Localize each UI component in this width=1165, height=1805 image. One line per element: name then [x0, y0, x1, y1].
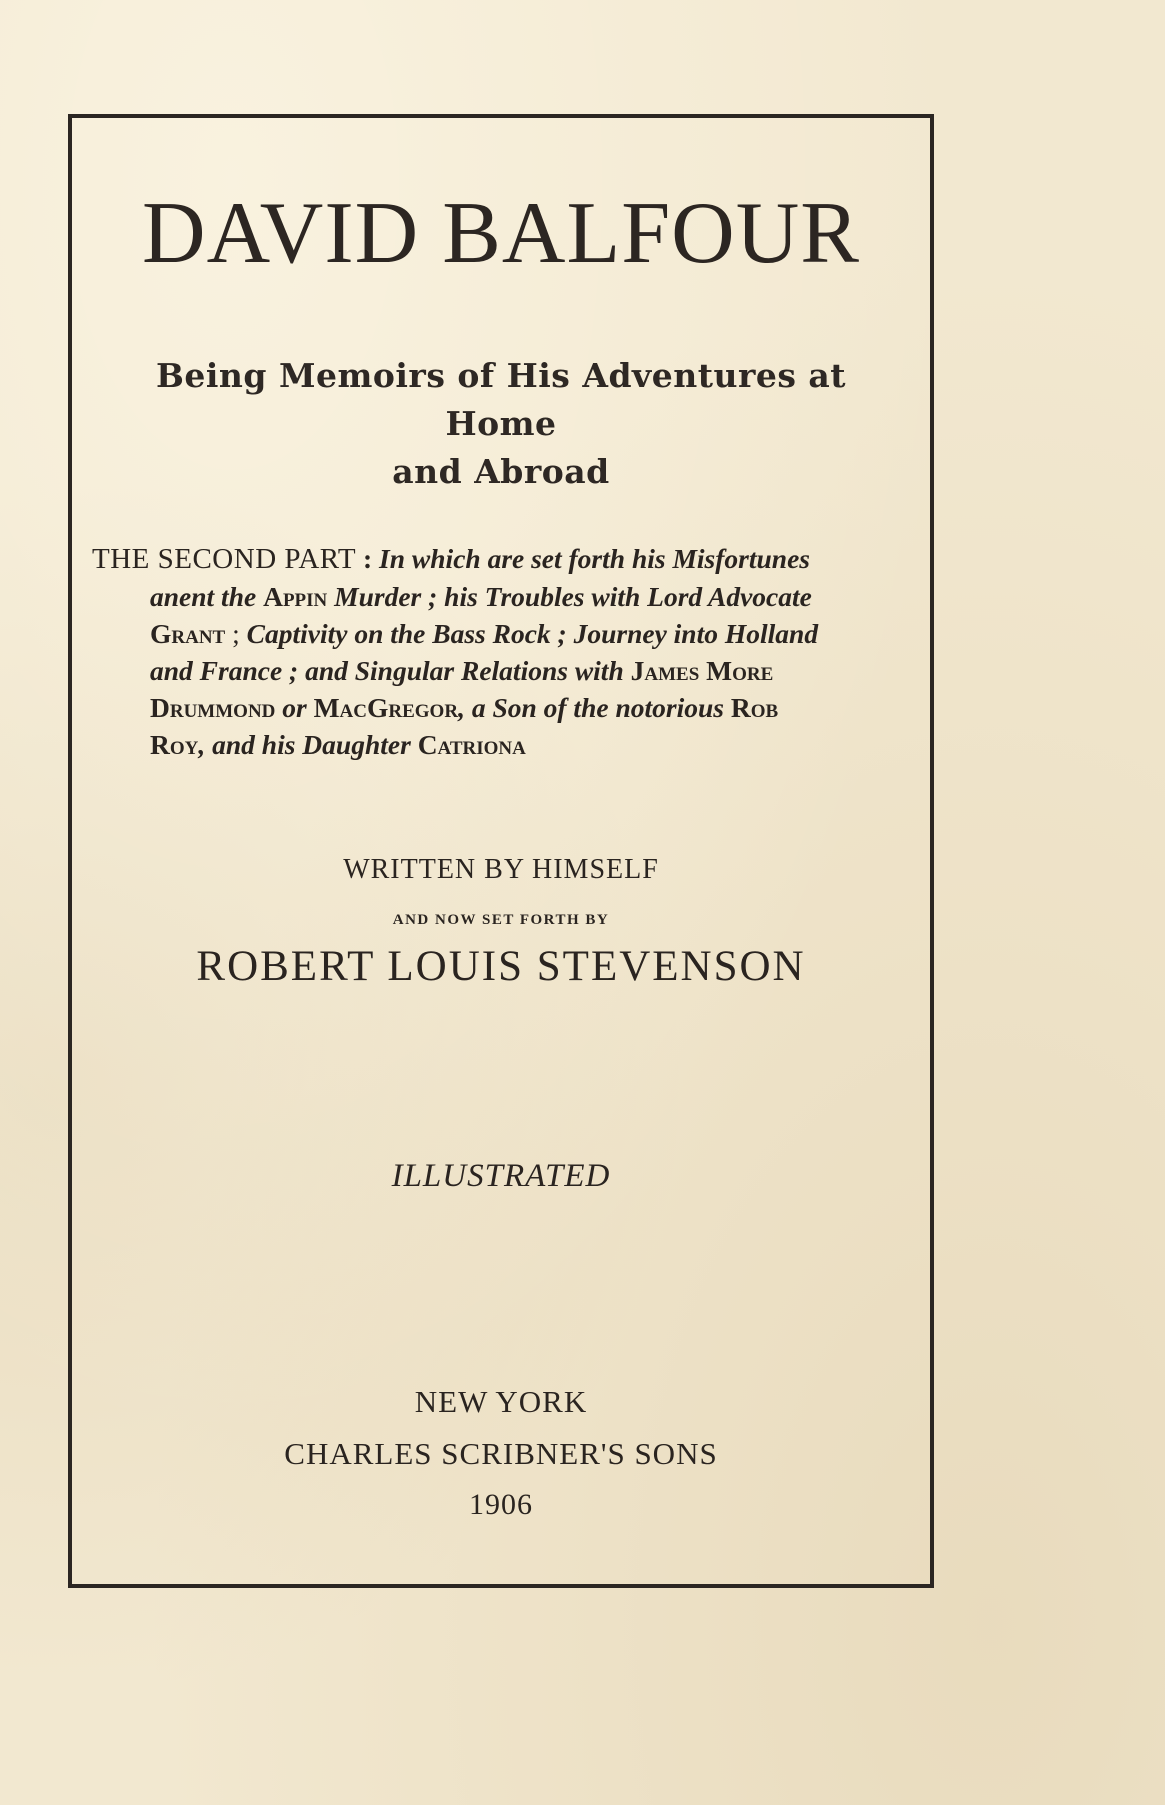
description-line-2: [92, 578, 922, 615]
subtitle-line-2: and Abroad: [392, 452, 610, 491]
name-catriona: Catriona: [417, 729, 526, 760]
book-subtitle: [120, 352, 882, 496]
description-text-5a: or: [275, 692, 314, 723]
description-text-6: , and his Daughter: [198, 729, 418, 760]
page-border: [68, 114, 934, 1588]
name-grant: Grant: [150, 618, 226, 649]
imprint-publisher: CHARLES SCRIBNER'S SONS: [284, 1436, 718, 1471]
written-by: WRITTEN BY HIMSELF: [343, 854, 659, 885]
description-text-2b: Murder ; his Troubles with Lord Advocate: [327, 581, 812, 612]
description-line-5: [92, 689, 922, 726]
name-appin: Appin: [263, 581, 328, 612]
book-description: [92, 540, 922, 763]
name-roy: Roy: [150, 729, 199, 760]
set-forth-by: AND NOW SET FORTH BY: [392, 912, 610, 928]
imprint-year: 1906: [469, 1488, 533, 1521]
description-line-3: [92, 615, 922, 652]
name-james-more: James More: [630, 655, 774, 686]
book-title: DAVID BALFOUR: [142, 185, 860, 282]
description-text-2a: anent the: [150, 581, 264, 612]
name-macgregor: MacGregor: [313, 692, 459, 723]
description-line-1: [92, 540, 922, 578]
part-colon: :: [356, 543, 380, 574]
description-text-3b: Captivity on the Bass Rock ; Journey into Holland: [246, 618, 819, 649]
name-rob: Rob: [730, 692, 779, 723]
name-drummond: Drummond: [150, 692, 276, 723]
description-text-5b: , a Son of the notorious: [458, 692, 731, 723]
description-line-6: [92, 726, 922, 763]
description-text-1: In which are set forth his Misfortunes: [379, 543, 810, 574]
author-name: ROBERT LOUIS STEVENSON: [196, 943, 806, 990]
part-label: THE SECOND PART: [92, 543, 357, 575]
imprint-city: NEW YORK: [414, 1384, 588, 1419]
description-text-3a: ;: [225, 618, 247, 649]
subtitle-line-1: Being Memoirs of His Adventures at Home: [155, 356, 847, 443]
description-line-4: [92, 652, 922, 689]
description-text-4: and France ; and Singular Relations with: [150, 655, 631, 686]
illustrated-label: ILLUSTRATED: [391, 1158, 611, 1194]
